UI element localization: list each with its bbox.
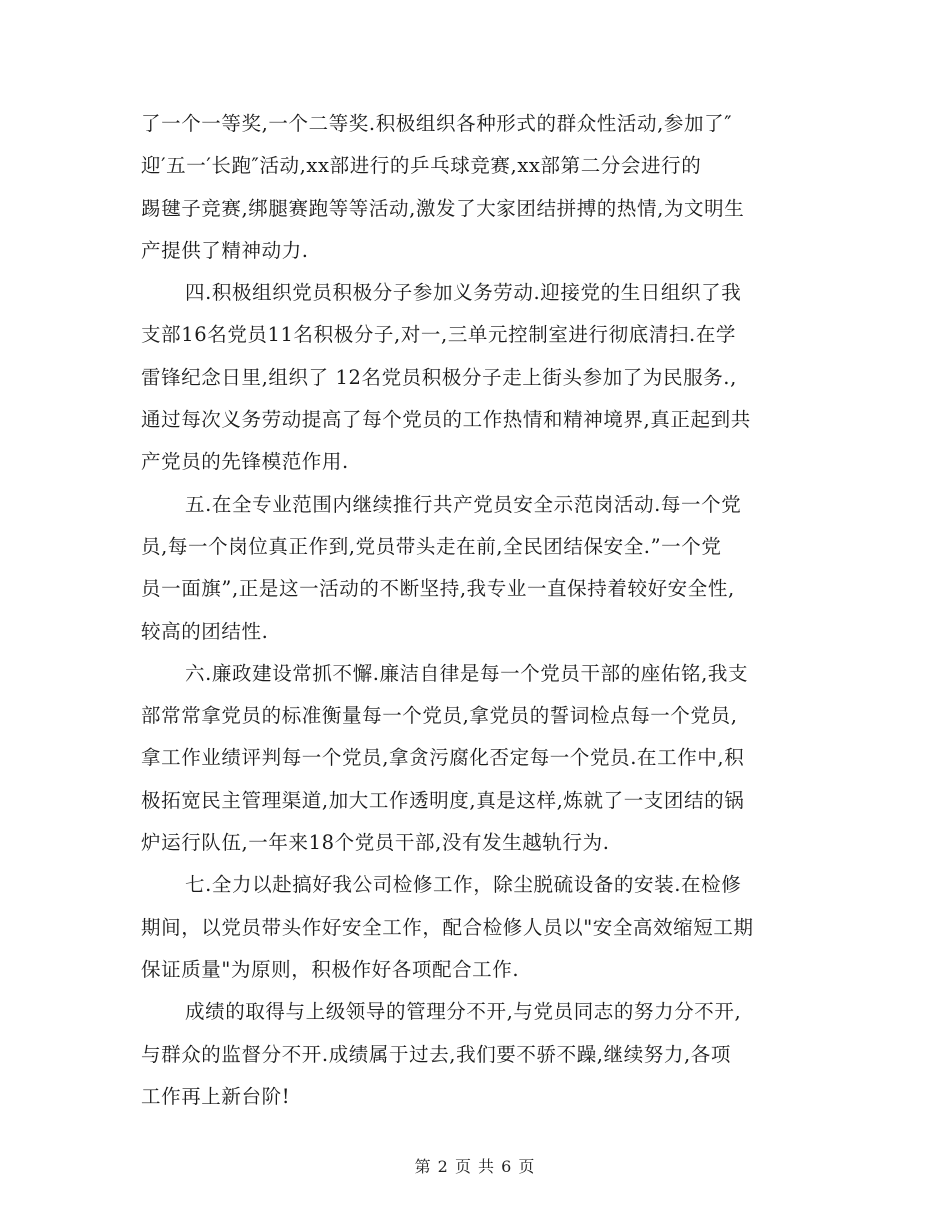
text-line: 五.在全专业范围内继续推行共产党员安全示范岗活动.每一个党 [185, 492, 742, 516]
text-line: 员,每一个岗位真正作到,党员带头走在前,全民团结保安全.”一个党 [141, 534, 722, 558]
text-line: 了一个一等奖,一个二等奖.积极组织各种形式的群众性活动,参加了″ [141, 112, 733, 135]
text-line: 部常常拿党员的标准衡量每一个党员,拿党员的誓词检点每一个党员, [141, 704, 738, 728]
text-line: 七.全力以赴搞好我公司检修工作，除尘脱硫设备的安装.在检修 [185, 873, 742, 897]
page-number-footer: 第 2 页 共 6 页 [414, 1157, 536, 1176]
text-line: 迎′五一′长跑″活动,xx部进行的乒乓球竞赛,xx部第二分会进行的 [141, 154, 702, 178]
paragraph-conclusion [141, 991, 811, 1118]
text-line: 极拓宽民主管理渠道,加大工作透明度,真是这样,炼就了一支团结的锅 [141, 788, 745, 812]
text-line: 与群众的监督分不开.成绩属于过去,我们要不骄不躁,继续努力,各项 [141, 1042, 731, 1066]
text-line: 期间，以党员带头作好安全工作，配合检修人员以"安全高效缩短工期 [141, 915, 754, 939]
paragraph-section-4 [141, 272, 811, 483]
text-line: 保证质量"为原则，积极作好各项配合工作. [141, 957, 520, 981]
paragraph-section-6 [141, 653, 811, 864]
text-line: 工作再上新台阶! [141, 1084, 291, 1108]
text-line: 炉运行队伍,一年来18个党员干部,没有发生越轨行为. [141, 831, 610, 855]
paragraph-awards [141, 103, 811, 272]
document-body [141, 103, 811, 1118]
text-line: 踢毽子竞赛,绑腿赛跑等等活动,激发了大家团结拼搏的热情,为文明生 [141, 196, 745, 220]
text-line: 成绩的取得与上级领导的管理分不开,与党员同志的努力分不开, [185, 1000, 742, 1024]
text-line: 通过每次义务劳动提高了每个党员的工作热情和精神境界,真正起到共 [141, 408, 751, 432]
text-line: 较高的团结性. [141, 619, 269, 643]
paragraph-section-7 [141, 864, 811, 991]
text-line: 四.积极组织党员积极分子参加义务劳动.迎接党的生日组织了我 [185, 281, 742, 305]
text-line: 雷锋纪念日里,组织了 12名党员积极分子走上街头参加了为民服务., [141, 365, 737, 389]
text-line: 产党员的先锋模范作用. [141, 450, 349, 474]
text-line: 产提供了精神动力. [141, 238, 309, 262]
text-line: 员一面旗”,正是这一活动的不断坚持,我专业一直保持着较好安全性, [141, 577, 735, 601]
text-line: 支部16名党员11名积极分子,对一,三单元控制室进行彻底清扫.在学 [141, 323, 737, 347]
paragraph-section-5 [141, 484, 811, 653]
text-line: 六.廉政建设常抓不懈.廉洁自律是每一个党员干部的座佑铭,我支 [185, 661, 749, 685]
text-line: 拿工作业绩评判每一个党员,拿贪污腐化否定每一个党员.在工作中,积 [141, 746, 745, 770]
